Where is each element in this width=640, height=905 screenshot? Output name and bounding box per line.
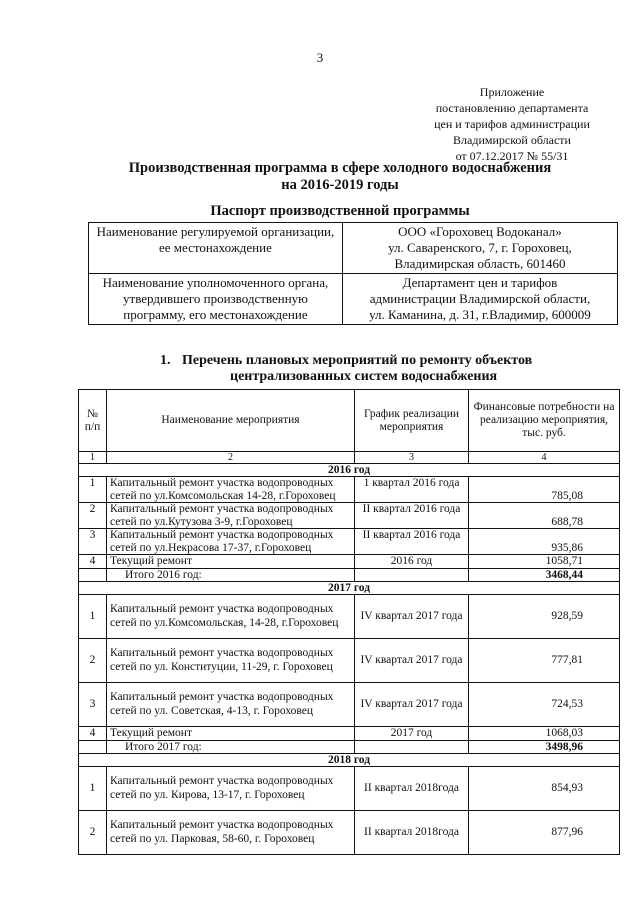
total-label: Итого 2017 год: xyxy=(107,740,355,754)
column-number-row xyxy=(79,452,620,464)
table-row xyxy=(79,811,620,855)
row-number: 4 xyxy=(79,727,107,741)
passport-heading: Паспорт производственной программы xyxy=(210,203,470,219)
header-num-line: п/п xyxy=(84,420,101,433)
table-row xyxy=(79,639,620,683)
row-number: 2 xyxy=(79,503,107,529)
column-number: 2 xyxy=(107,452,355,464)
table-row xyxy=(79,477,620,503)
section-title-line: Перечень плановых мероприятий по ремонту объектов xyxy=(182,353,533,368)
row-name: Текущий ремонт xyxy=(107,727,355,741)
section-title-line: централизованных систем водоснабжения xyxy=(230,369,498,384)
row-amount: 935,86 xyxy=(469,529,620,555)
year-label: 2016 год xyxy=(79,464,620,477)
appendix-line: Владимирской области xyxy=(453,133,571,147)
total-row xyxy=(79,568,620,582)
row-period: II квартал 2018года xyxy=(355,767,469,811)
row-number: 3 xyxy=(79,529,107,555)
header-num-line: № xyxy=(87,407,98,420)
passport-value-line: ул. Каманина, д. 31, г.Владимир, 600009 xyxy=(369,307,591,322)
row-number: 1 xyxy=(79,477,107,503)
row-amount: 1068,03 xyxy=(469,727,620,741)
total-amount: 3498,96 xyxy=(469,740,620,754)
measures-table xyxy=(78,389,620,855)
row-period: 2016 год xyxy=(355,555,469,569)
row-name: Капитальный ремонт участка водопроводных сетей по ул.Кутузова 3-9, г.Гороховец xyxy=(107,503,355,529)
passport-value-line: ул. Саваренского, 7, г. Гороховец, xyxy=(388,240,572,255)
row-period: IV квартал 2017 года xyxy=(355,595,469,639)
passport-value-line: Департамент цен и тарифов xyxy=(402,275,558,290)
passport-value-line: администрации Владимирской области, xyxy=(369,291,591,306)
row-amount: 688,78 xyxy=(469,503,620,529)
appendix-line: постановлению департамента xyxy=(435,101,589,115)
total-spacer xyxy=(355,740,469,754)
passport-value xyxy=(342,274,617,325)
row-number: 2 xyxy=(79,639,107,683)
appendix-block xyxy=(412,84,612,164)
table-header-row xyxy=(79,390,620,452)
row-amount: 777,81 xyxy=(469,639,620,683)
row-name: Капитальный ремонт участка водопроводных сетей по ул.Комсомольская 14-28, г.Гороховец xyxy=(107,477,355,503)
row-period: II квартал 2016 года xyxy=(355,529,469,555)
passport-table xyxy=(88,222,618,325)
title-line: на 2016-2019 годы xyxy=(281,177,399,193)
table-row xyxy=(79,503,620,529)
row-period: II квартал 2018года xyxy=(355,811,469,855)
passport-label: Наименование уполномоченного органа, утвердившего производственную программу, его местонахождение xyxy=(89,274,343,325)
total-spacer xyxy=(79,740,107,754)
total-row xyxy=(79,740,620,754)
title-line: Производственная программа в сфере холодного водоснабжения xyxy=(128,160,552,176)
row-name: Капитальный ремонт участка водопроводных сетей по ул. Кирова, 13-17, г. Гороховец xyxy=(107,767,355,811)
header-schedule: График реализации мероприятия xyxy=(355,390,469,452)
column-number: 4 xyxy=(469,452,620,464)
row-amount: 854,93 xyxy=(469,767,620,811)
row-name: Капитальный ремонт участка водопроводных сетей по ул. Парковая, 58-60, г. Гороховец xyxy=(107,811,355,855)
total-amount: 3468,44 xyxy=(469,568,620,582)
row-period: IV квартал 2017 года xyxy=(355,683,469,727)
total-label: Итого 2016 год: xyxy=(107,568,355,582)
row-period: II квартал 2016 года xyxy=(355,503,469,529)
row-amount: 877,96 xyxy=(469,811,620,855)
year-row xyxy=(79,582,620,595)
header-num xyxy=(79,390,107,452)
row-period: 2017 год xyxy=(355,727,469,741)
row-number: 3 xyxy=(79,683,107,727)
row-amount: 1058,71 xyxy=(469,555,620,569)
total-spacer xyxy=(79,568,107,582)
table-row xyxy=(79,595,620,639)
row-period: 1 квартал 2016 года xyxy=(355,477,469,503)
table-row xyxy=(79,555,620,569)
column-number: 3 xyxy=(355,452,469,464)
document-title xyxy=(40,160,640,194)
header-name: Наименование мероприятия xyxy=(107,390,355,452)
page-number: 3 xyxy=(316,50,324,65)
passport-value xyxy=(342,223,617,274)
row-period: IV квартал 2017 года xyxy=(355,639,469,683)
header-finance: Финансовые потребности на реализацию мероприятия, тыс. руб. xyxy=(469,390,620,452)
year-label: 2017 год xyxy=(79,582,620,595)
row-number: 1 xyxy=(79,595,107,639)
row-amount: 928,59 xyxy=(469,595,620,639)
passport-row xyxy=(89,223,618,274)
total-spacer xyxy=(355,568,469,582)
row-number: 1 xyxy=(79,767,107,811)
year-label: 2018 год xyxy=(79,754,620,767)
row-amount: 724,53 xyxy=(469,683,620,727)
section-number: 1. xyxy=(160,353,171,368)
year-row xyxy=(79,464,620,477)
section-title xyxy=(160,353,580,385)
row-amount: 785,08 xyxy=(469,477,620,503)
passport-row xyxy=(89,274,618,325)
table-row xyxy=(79,683,620,727)
passport-label: Наименование регулируемой организации, ее местонахождение xyxy=(89,223,343,274)
passport-value-line: ООО «Гороховец Водоканал» xyxy=(398,224,562,239)
table-row xyxy=(79,767,620,811)
appendix-line: от 07.12.2017 № 55/31 xyxy=(455,149,569,163)
row-number: 4 xyxy=(79,555,107,569)
passport-value-line: Владимирская область, 601460 xyxy=(394,256,566,271)
row-name: Капитальный ремонт участка водопроводных сетей по ул. Конституции, 11-29, г. Гороховец xyxy=(107,639,355,683)
row-name: Капитальный ремонт участка водопроводных сетей по ул. Советская, 4-13, г. Гороховец xyxy=(107,683,355,727)
appendix-line: Приложение xyxy=(479,85,545,99)
year-row xyxy=(79,754,620,767)
table-row xyxy=(79,529,620,555)
column-number: 1 xyxy=(79,452,107,464)
row-name: Капитальный ремонт участка водопроводных сетей по ул.Комсомольская, 14-28, г.Гороховец xyxy=(107,595,355,639)
row-name: Текущий ремонт xyxy=(107,555,355,569)
table-row xyxy=(79,727,620,741)
row-number: 2 xyxy=(79,811,107,855)
row-name: Капитальный ремонт участка водопроводных сетей по ул.Некрасова 17-37, г.Гороховец xyxy=(107,529,355,555)
appendix-line: цен и тарифов администрации xyxy=(434,117,590,131)
